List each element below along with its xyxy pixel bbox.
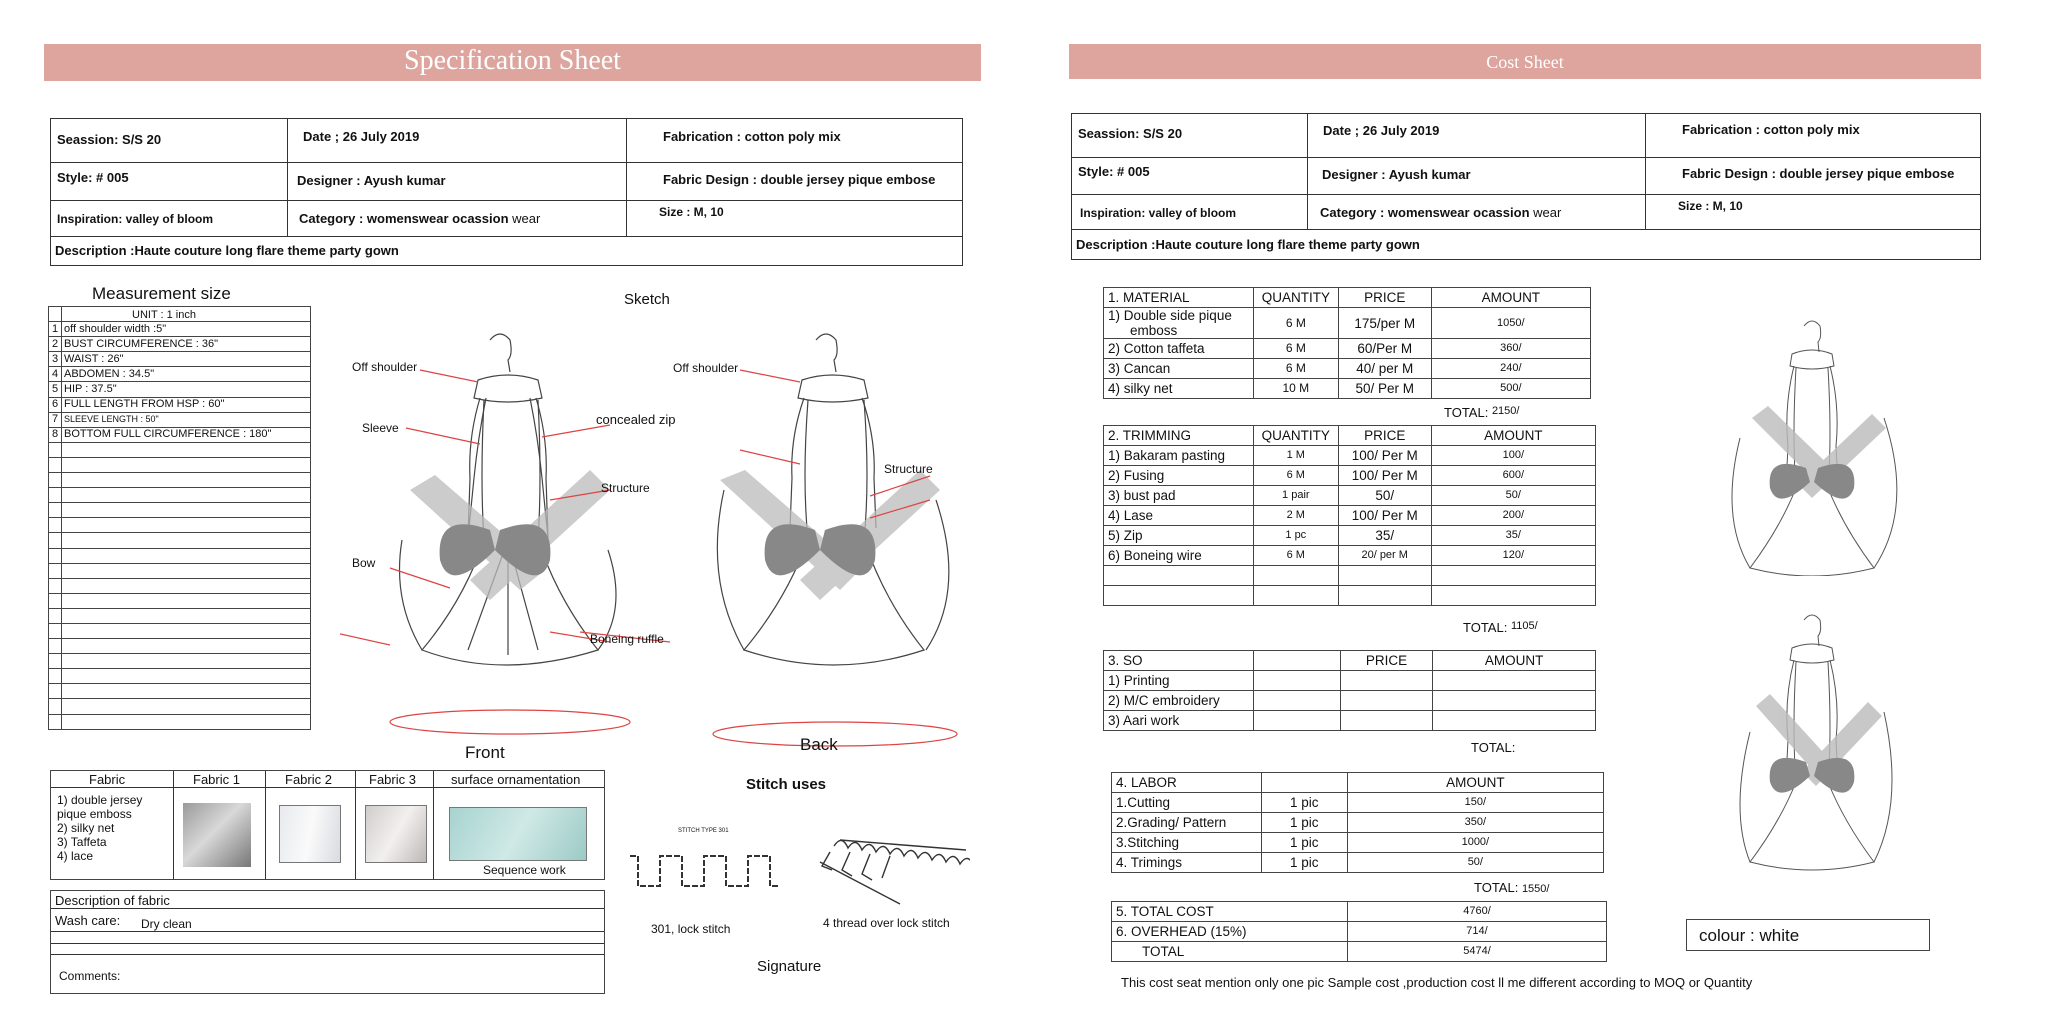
fabric-table [50, 770, 605, 880]
cost-season: Seassion: S/S 20 [1078, 126, 1183, 141]
table-cell [1340, 711, 1433, 731]
summary-label: 5. TOTAL COST [1112, 902, 1348, 922]
cost-header-table [1071, 113, 1981, 260]
callout-structure-back: Structure [884, 462, 933, 476]
cost-designer: Designer : Ayush kumar [1322, 167, 1471, 182]
measurement-unit: UNIT : 1 inch [132, 309, 196, 321]
column-header: QUANTITY [1253, 288, 1338, 308]
table-cell [1433, 691, 1596, 711]
spec-header-table [50, 118, 963, 266]
table-cell [49, 714, 62, 729]
ornament-swatch [449, 807, 587, 861]
table-cell [1253, 691, 1340, 711]
table-cell [62, 714, 311, 729]
fabric-header-3: Fabric 3 [369, 772, 416, 787]
measurement-number: 7 [49, 412, 62, 427]
callout-bow: Bow [352, 556, 376, 570]
trimming-item: 1) Bakaram pasting [1104, 446, 1254, 466]
table-cell [1253, 566, 1338, 586]
measurement-number: 6 [49, 397, 62, 412]
table-cell [49, 548, 62, 563]
measurement-blank-row [49, 714, 311, 729]
cost-size: Size : M, 10 [1678, 199, 1743, 213]
table-cell [49, 623, 62, 638]
material-qty: 6 M [1253, 308, 1338, 339]
fabric-3-swatch [365, 805, 427, 863]
table-cell [49, 503, 62, 518]
material-amount: 360/ [1431, 339, 1590, 359]
so-item: 1) Printing [1104, 671, 1254, 691]
measurement-blank-row [49, 654, 311, 669]
material-price: 40/ per M [1338, 359, 1431, 379]
cost-style: Style: # 005 [1078, 164, 1150, 179]
material-row [1104, 308, 1591, 339]
table-cell [49, 608, 62, 623]
blank-row [1104, 586, 1596, 606]
labor-item: 1.Cutting [1112, 793, 1262, 813]
description-of-fabric: Description of fabric [55, 893, 170, 908]
trimming-qty: 6 M [1253, 466, 1338, 486]
table-cell [62, 548, 311, 563]
material-amount: 1050/ [1431, 308, 1590, 339]
column-header: AMOUNT [1431, 288, 1590, 308]
spec-inspiration: Inspiration: valley of bloom [57, 212, 214, 226]
measurement-blank-row [49, 563, 311, 578]
spec-description: Description :Haute couture long flare theme party gown [55, 243, 399, 258]
spec-style: Style: # 005 [57, 170, 129, 185]
trimming-row [1104, 466, 1596, 486]
measurement-table [48, 306, 311, 730]
material-item: 3) Cancan [1104, 359, 1254, 379]
measurement-blank-row [49, 684, 311, 699]
trimming-item: 4) Lase [1104, 506, 1254, 526]
measurement-title: Measurement size [92, 284, 231, 303]
table-cell [49, 473, 62, 488]
trimming-row [1104, 446, 1596, 466]
material-qty: 6 M [1253, 339, 1338, 359]
trimming-price: 100/ Per M [1338, 466, 1431, 486]
table-cell [49, 488, 62, 503]
trimming-price: 100/ Per M [1338, 446, 1431, 466]
measurement-text: BOTTOM FULL CIRCUMFERENCE : 180" [62, 427, 311, 442]
trimming-qty: 1 pair [1253, 486, 1338, 506]
summary-label: TOTAL [1112, 942, 1348, 962]
callout-sleeve: Sleeve [362, 421, 399, 435]
cost-sketch-bottom [1722, 612, 1902, 874]
summary-row [1112, 942, 1607, 962]
cost-inspiration: Inspiration: valley of bloom [1080, 206, 1237, 220]
wash-care-value: Dry clean [141, 917, 192, 931]
colour-box [1686, 919, 1930, 951]
table-cell [62, 473, 311, 488]
spec-season: Seassion: S/S 20 [57, 132, 162, 147]
material-qty: 10 M [1253, 379, 1338, 399]
measurement-number: 5 [49, 382, 62, 397]
measurement-row [49, 412, 311, 427]
cost-header-row [1104, 426, 1596, 446]
trimming-row [1104, 526, 1596, 546]
table-cell [49, 578, 62, 593]
material-row [1104, 339, 1591, 359]
measurement-blank-row [49, 593, 311, 608]
measurement-row [49, 397, 311, 412]
measurement-row [49, 337, 311, 352]
column-header: 1. MATERIAL [1104, 288, 1254, 308]
measurement-row [49, 367, 311, 382]
measurement-text: off shoulder width :5" [62, 322, 311, 337]
so-row [1104, 711, 1596, 731]
cost-fabrication: Fabrication : cotton poly mix [1682, 122, 1860, 137]
labor-table [1111, 772, 1604, 873]
measurement-blank-row [49, 548, 311, 563]
column-header: 2. TRIMMING [1104, 426, 1254, 446]
table-cell [1433, 711, 1596, 731]
column-header: 3. SO [1104, 651, 1254, 671]
measurement-blank-row [49, 457, 311, 472]
cost-date: Date ; 26 July 2019 [1323, 123, 1440, 138]
table-cell [1431, 566, 1595, 586]
cost-banner: Cost Sheet [1069, 44, 1981, 79]
table-cell [62, 442, 311, 457]
material-item: 1) Double side pique emboss [1104, 308, 1254, 339]
callout-concealed-zip: concealed zip [596, 412, 676, 427]
signature-label: Signature [757, 958, 822, 975]
table-cell [62, 563, 311, 578]
cost-note: This cost seat mention only one pic Sample cost ,production cost ll me different according to MOQ or Quantity [1121, 975, 1753, 990]
trimming-qty: 2 M [1253, 506, 1338, 526]
table-cell [62, 669, 311, 684]
table-cell [1431, 586, 1595, 606]
table-cell [1338, 566, 1431, 586]
table-cell [62, 457, 311, 472]
measurement-row [49, 352, 311, 367]
trimming-price: 100/ Per M [1338, 506, 1431, 526]
wash-care-label: Wash care: [55, 913, 121, 928]
measurement-number: 4 [49, 367, 62, 382]
spec-size: Size : M, 10 [659, 205, 724, 219]
lock-stitch-label: 301, lock stitch [651, 922, 731, 936]
table-cell [62, 518, 311, 533]
fabric-notes-box [50, 890, 605, 994]
column-header: 4. LABOR [1112, 773, 1262, 793]
column-header: AMOUNT [1433, 651, 1596, 671]
table-cell [1104, 566, 1254, 586]
measurement-text: SLEEVE LENGTH : 50" [62, 412, 311, 427]
trimming-amount: 600/ [1431, 466, 1595, 486]
measurement-blank-row [49, 669, 311, 684]
table-cell [49, 684, 62, 699]
table-cell [49, 669, 62, 684]
table-cell [1433, 671, 1596, 691]
material-amount: 500/ [1431, 379, 1590, 399]
material-price: 60/Per M [1338, 339, 1431, 359]
labor-amount: 50/ [1347, 853, 1603, 873]
spec-fabric-design: Fabric Design : double jersey pique embose [663, 172, 936, 187]
cost-header-row [1104, 651, 1596, 671]
measurement-text: FULL LENGTH FROM HSP : 60" [62, 397, 311, 412]
labor-row [1112, 833, 1604, 853]
measurement-blank-row [49, 699, 311, 714]
trimming-price: 20/ per M [1338, 546, 1431, 566]
fabric-1-swatch [183, 803, 251, 867]
cost-description: Description :Haute couture long flare theme party gown [1076, 237, 1420, 252]
measurement-blank-row [49, 503, 311, 518]
labor-amount: 1000/ [1347, 833, 1603, 853]
cost-category: Category : womenswear ocassion wear [1320, 205, 1562, 220]
table-cell [1340, 691, 1433, 711]
back-label: Back [800, 735, 838, 754]
spec-designer: Designer : Ayush kumar [297, 173, 446, 188]
sketch-title: Sketch [624, 291, 670, 308]
table-cell [62, 488, 311, 503]
trimming-amount: 100/ [1431, 446, 1595, 466]
sketch-front-back [340, 320, 980, 760]
trimming-item: 3) bust pad [1104, 486, 1254, 506]
lock-stitch-icon [628, 846, 780, 896]
table-cell [62, 578, 311, 593]
overlock-stitch-label: 4 thread over lock stitch [823, 916, 950, 930]
table-cell [1253, 711, 1340, 731]
trimming-amount: 120/ [1431, 546, 1595, 566]
comments-label: Comments: [59, 969, 121, 983]
measurement-blank-row [49, 518, 311, 533]
material-table [1103, 287, 1591, 399]
measurement-text: WAIST : 26" [62, 352, 311, 367]
measurement-row [49, 382, 311, 397]
table-cell [49, 533, 62, 548]
table-cell [49, 639, 62, 654]
labor-amount: 350/ [1347, 813, 1603, 833]
labor-row [1112, 813, 1604, 833]
material-total: TOTAL: $^{2150/}$ [1444, 405, 1520, 420]
table-cell [49, 518, 62, 533]
labor-item: 2.Grading/ Pattern [1112, 813, 1262, 833]
measurement-text: BUST CIRCUMFERENCE : 36" [62, 337, 311, 352]
trimming-price: 50/ [1338, 486, 1431, 506]
trimming-item: 5) Zip [1104, 526, 1254, 546]
material-amount: 240/ [1431, 359, 1590, 379]
callout-off-shoulder-back: Off shoulder [673, 361, 739, 375]
overlock-stitch-icon [810, 832, 970, 908]
so-row [1104, 671, 1596, 691]
measurement-blank-row [49, 442, 311, 457]
fabric-list: 1) double jersey pique emboss 2) silky net 3) Taffeta 4) lace [57, 793, 143, 863]
trimming-table [1103, 425, 1596, 606]
trimming-item: 6) Boneing wire [1104, 546, 1254, 566]
table-cell [62, 639, 311, 654]
column-header: PRICE [1338, 288, 1431, 308]
spec-fabrication: Fabrication : cotton poly mix [663, 129, 841, 144]
spec-date: Date ; 26 July 2019 [303, 129, 420, 144]
so-row [1104, 691, 1596, 711]
summary-amount: 5474/ [1348, 942, 1607, 962]
material-item: 4) silky net [1104, 379, 1254, 399]
trimming-total: TOTAL: $^{1105/}$ [1463, 620, 1538, 635]
measurement-blank-row [49, 473, 311, 488]
measurement-blank-row [49, 533, 311, 548]
measurement-row [49, 322, 311, 337]
measurement-blank-row [49, 578, 311, 593]
labor-row [1112, 793, 1604, 813]
labor-header-row [1112, 773, 1604, 793]
labor-amount: 150/ [1347, 793, 1603, 813]
measurement-blank-row [49, 639, 311, 654]
material-price: 175/per M [1338, 308, 1431, 339]
table-cell [1104, 586, 1254, 606]
measurement-number: 8 [49, 427, 62, 442]
column-header [1253, 651, 1340, 671]
table-cell [49, 563, 62, 578]
so-total: TOTAL: [1471, 740, 1516, 755]
summary-amount: 714/ [1348, 922, 1607, 942]
table-cell [1338, 586, 1431, 606]
table-cell [49, 654, 62, 669]
so-item: 2) M/C embroidery [1104, 691, 1254, 711]
labor-row [1112, 853, 1604, 873]
so-table [1103, 650, 1596, 731]
table-cell [62, 684, 311, 699]
table-cell [62, 608, 311, 623]
table-cell [62, 533, 311, 548]
callout-boneing-ruffle: Boneing ruffle [590, 632, 664, 646]
stitch-type-caption: STITCH TYPE 301 [678, 828, 729, 834]
summary-row [1112, 902, 1607, 922]
labor-qty: 1 pic [1261, 833, 1347, 853]
measurement-blank-row [49, 488, 311, 503]
front-label: Front [465, 743, 505, 762]
table-cell [49, 593, 62, 608]
measurement-text: ABDOMEN : 34.5" [62, 367, 311, 382]
table-cell [49, 457, 62, 472]
table-cell [49, 307, 62, 322]
trimming-amount: 50/ [1431, 486, 1595, 506]
measurement-blank-row [49, 608, 311, 623]
fabric-2-swatch [279, 805, 341, 863]
labor-qty: 1 pic [1261, 813, 1347, 833]
column-header: AMOUNT [1431, 426, 1595, 446]
blank-row [1104, 566, 1596, 586]
spec-category: Category : womenswear ocassion wear [299, 211, 541, 226]
table-cell [62, 623, 311, 638]
material-item: 2) Cotton taffeta [1104, 339, 1254, 359]
labor-item: 4. Trimings [1112, 853, 1262, 873]
table-cell [62, 593, 311, 608]
table-cell [1253, 586, 1338, 606]
table-cell [62, 699, 311, 714]
material-price: 50/ Per M [1338, 379, 1431, 399]
summary-label: 6. OVERHEAD (15%) [1112, 922, 1348, 942]
column-header [1261, 773, 1347, 793]
cost-fabric-design: Fabric Design : double jersey pique embose [1682, 166, 1955, 181]
trimming-qty: 1 pc [1253, 526, 1338, 546]
table-cell [62, 654, 311, 669]
trimming-amount: 35/ [1431, 526, 1595, 546]
fabric-header-1: Fabric 1 [193, 772, 240, 787]
table-cell [49, 699, 62, 714]
summary-table [1111, 901, 1607, 962]
column-header: PRICE [1338, 426, 1431, 446]
labor-qty: 1 pic [1261, 853, 1347, 873]
cost-header-row [1104, 288, 1591, 308]
trimming-qty: 1 M [1253, 446, 1338, 466]
table-cell [1340, 671, 1433, 691]
material-row [1104, 359, 1591, 379]
fabric-header-2: Fabric 2 [285, 772, 332, 787]
trimming-row [1104, 506, 1596, 526]
column-header: PRICE [1340, 651, 1433, 671]
material-qty: 6 M [1253, 359, 1338, 379]
measurement-number: 3 [49, 352, 62, 367]
fabric-header-0: Fabric [89, 772, 126, 787]
table-cell [62, 503, 311, 518]
trimming-amount: 200/ [1431, 506, 1595, 526]
material-row [1104, 379, 1591, 399]
measurement-row [49, 427, 311, 442]
callout-off-shoulder-front: Off shoulder [352, 360, 418, 374]
measurement-number: 2 [49, 337, 62, 352]
colour-label: colour : white [1699, 926, 1800, 945]
so-item: 3) Aari work [1104, 711, 1254, 731]
trimming-price: 35/ [1338, 526, 1431, 546]
callout-structure-front: Structure [601, 481, 650, 495]
table-cell [49, 442, 62, 457]
measurement-number: 1 [49, 322, 62, 337]
labor-item: 3.Stitching [1112, 833, 1262, 853]
trimming-item: 2) Fusing [1104, 466, 1254, 486]
spec-banner: Specification Sheet [44, 44, 981, 81]
measurement-blank-row [49, 623, 311, 638]
stitch-title: Stitch uses [746, 776, 827, 793]
summary-amount: 4760/ [1348, 902, 1607, 922]
measurement-text: HIP : 37.5" [62, 382, 311, 397]
labor-qty: 1 pic [1261, 793, 1347, 813]
trimming-row [1104, 546, 1596, 566]
table-cell [1253, 671, 1340, 691]
ornament-caption: Sequence work [483, 863, 566, 877]
fabric-header-4: surface ornamentation [451, 772, 581, 787]
cost-sketch-top [1712, 318, 1912, 576]
column-header: AMOUNT [1347, 773, 1603, 793]
labor-total: TOTAL: 1550/ [1474, 880, 1550, 895]
column-header: QUANTITY [1253, 426, 1338, 446]
trimming-row [1104, 486, 1596, 506]
summary-row [1112, 922, 1607, 942]
trimming-qty: 6 M [1253, 546, 1338, 566]
